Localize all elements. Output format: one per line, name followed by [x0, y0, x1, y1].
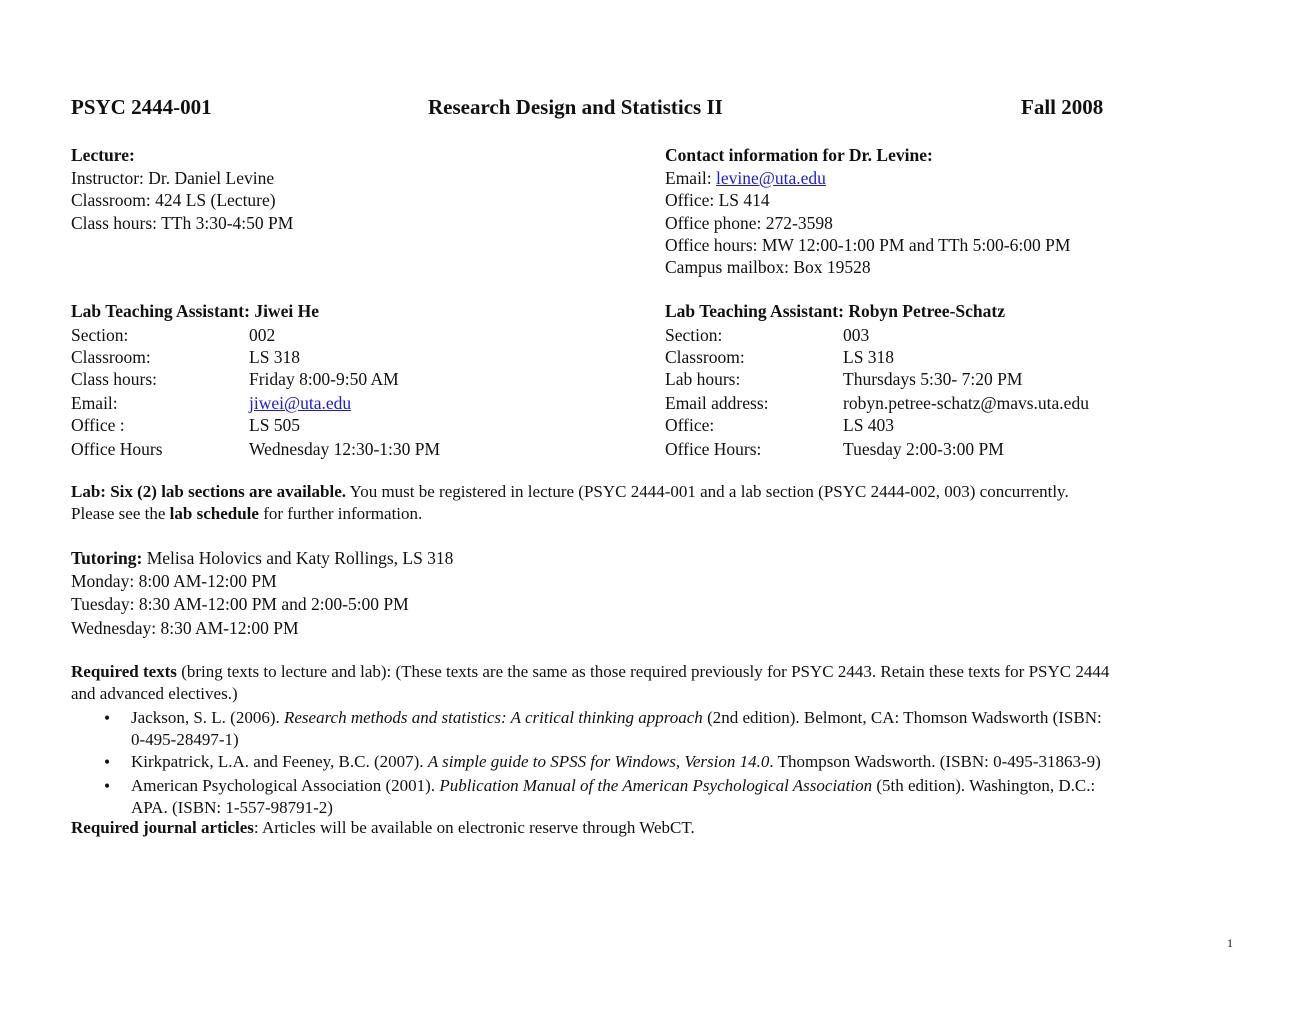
tutoring-wednesday: Wednesday: 8:30 AM-12:00 PM — [71, 618, 299, 638]
lab-label: Lab — [71, 482, 101, 501]
ref-apa-isbn: APA. (ISBN: 1-557-98791-2) — [131, 798, 333, 817]
ta1-office-label: Office : — [71, 415, 125, 435]
contact-email-link[interactable]: levine@uta.edu — [716, 168, 826, 188]
ta1-heading: Lab Teaching Assistant: Jiwei He — [71, 301, 319, 321]
required-texts-line1 — [71, 661, 1109, 684]
contact-office: Office: LS 414 — [665, 190, 770, 210]
ta1-office-hours-label: Office Hours — [71, 439, 163, 459]
ref-kirkpatrick-publisher: . Thompson Wadsworth. (ISBN: 0-495-31863-9) — [769, 752, 1101, 771]
ta1-hours-label: Class hours: — [71, 369, 158, 389]
contact-heading: Contact information for Dr. Levine: — [665, 145, 933, 165]
lecture-classroom: Classroom: 424 LS (Lecture) — [71, 190, 276, 210]
required-texts-note: (bring texts to lecture and lab): (These texts are the same as those required previously for PSYC 2443. Retain these texts for PSYC 2444 — [176, 662, 1110, 681]
ta2-classroom-value: LS 318 — [843, 347, 895, 367]
ta2-email-label: Email address: — [665, 393, 769, 413]
contact-email-label: Email: — [665, 168, 717, 188]
ta2-email-value: robyn.petree-schatz@mavs.uta.edu — [843, 393, 1089, 413]
journal-articles-line — [71, 817, 695, 840]
ref-jackson-author: Jackson, S. L. (2006). — [131, 708, 284, 727]
ta1-email-link[interactable]: jiwei@uta.edu — [249, 393, 352, 413]
lecture-instructor: Instructor: Dr. Daniel Levine — [71, 168, 275, 188]
contact-office-hours: Office hours: MW 12:00-1:00 PM and TTh 5:00-6:00 PM — [665, 235, 1071, 255]
lab-sections-note: : Six (2) lab sections are available. — [100, 482, 346, 501]
bullet-icon: • — [104, 752, 111, 772]
ta1-hours-value: Friday 8:00-9:50 AM — [249, 369, 399, 389]
ta2-hours-label: Lab hours: — [665, 369, 741, 389]
contact-email-line — [665, 167, 826, 190]
lab-paragraph-line1 — [71, 481, 1069, 504]
lab-schedule-ref: lab schedule — [169, 504, 259, 523]
course-title: Research Design and Statistics II — [428, 95, 723, 119]
list-item — [131, 707, 1102, 730]
course-term: Fall 2008 — [1021, 95, 1104, 119]
ref-kirkpatrick-title: A simple guide to SPSS for Windows, Version 14.0 — [427, 752, 770, 771]
journal-articles-note: : Articles will be available on electronic reserve through WebCT. — [253, 818, 695, 837]
course-code: PSYC 2444-001 — [71, 95, 212, 119]
list-item — [131, 775, 1095, 798]
lab-see-text: Please see the — [71, 504, 170, 523]
ta1-office-hours-value: Wednesday 12:30-1:30 PM — [249, 439, 441, 459]
ref-jackson-title: Research methods and statistics: A critical thinking approach — [283, 708, 703, 727]
ta2-section-value: 003 — [843, 325, 870, 345]
required-texts-label: Required texts — [71, 662, 177, 681]
lab-registration-note: You must be registered in lecture (PSYC 2444-001 and a lab section (PSYC 2444-002, 003) concurrently. — [346, 482, 1069, 501]
ref-apa-publisher: (5th edition). Washington, D.C.: — [872, 776, 1096, 795]
lab-further-info: for further information. — [258, 504, 423, 523]
page-number: 1 — [1227, 936, 1233, 950]
ta2-office-hours-label: Office Hours: — [665, 439, 762, 459]
lecture-hours: Class hours: TTh 3:30-4:50 PM — [71, 213, 294, 233]
ta2-office-value: LS 403 — [843, 415, 895, 435]
ta2-classroom-label: Classroom: — [665, 347, 745, 367]
ta2-office-hours-value: Tuesday 2:00-3:00 PM — [843, 439, 1004, 459]
ref-apa-author: American Psychological Association (2001). — [131, 776, 440, 795]
contact-phone: Office phone: 272-3598 — [665, 213, 833, 233]
ta2-hours-value: Thursdays 5:30- 7:20 PM — [843, 369, 1023, 389]
ta1-classroom-label: Classroom: — [71, 347, 151, 367]
ref-jackson-publisher: (2nd edition). Belmont, CA: Thomson Wadsworth (ISBN: — [702, 708, 1102, 727]
ref-kirkpatrick-author: Kirkpatrick, L.A. and Feeney, B.C. (2007). — [131, 752, 428, 771]
ta1-email-label: Email: — [71, 393, 118, 413]
journal-articles-label: Required journal articles — [71, 818, 254, 837]
ta1-office-value: LS 505 — [249, 415, 301, 435]
ta1-classroom-value: LS 318 — [249, 347, 301, 367]
tutoring-line — [71, 547, 453, 570]
ref-apa-title: Publication Manual of the American Psychological Association — [439, 776, 873, 795]
lecture-heading: Lecture: — [71, 145, 135, 165]
tutoring-monday: Monday: 8:00 AM-12:00 PM — [71, 571, 277, 591]
ref-jackson-isbn: 0-495-28497-1) — [131, 730, 239, 749]
contact-mailbox: Campus mailbox: Box 19528 — [665, 257, 871, 277]
lab-paragraph-line2 — [71, 503, 422, 526]
bullet-icon: • — [104, 776, 111, 796]
ta2-section-label: Section: — [665, 325, 723, 345]
ta1-section-label: Section: — [71, 325, 129, 345]
ta2-heading: Lab Teaching Assistant: Robyn Petree-Schatz — [665, 301, 1005, 321]
tutoring-tuesday: Tuesday: 8:30 AM-12:00 PM and 2:00-5:00 PM — [71, 594, 409, 614]
ta2-office-label: Office: — [665, 415, 715, 435]
bullet-icon: • — [104, 708, 111, 728]
list-item — [131, 751, 1101, 774]
tutoring-tutors: Melisa Holovics and Katy Rollings, LS 318 — [142, 548, 454, 568]
ta1-section-value: 002 — [249, 325, 276, 345]
tutoring-label: Tutoring: — [71, 548, 143, 568]
required-texts-line2: and advanced electives.) — [71, 684, 238, 703]
